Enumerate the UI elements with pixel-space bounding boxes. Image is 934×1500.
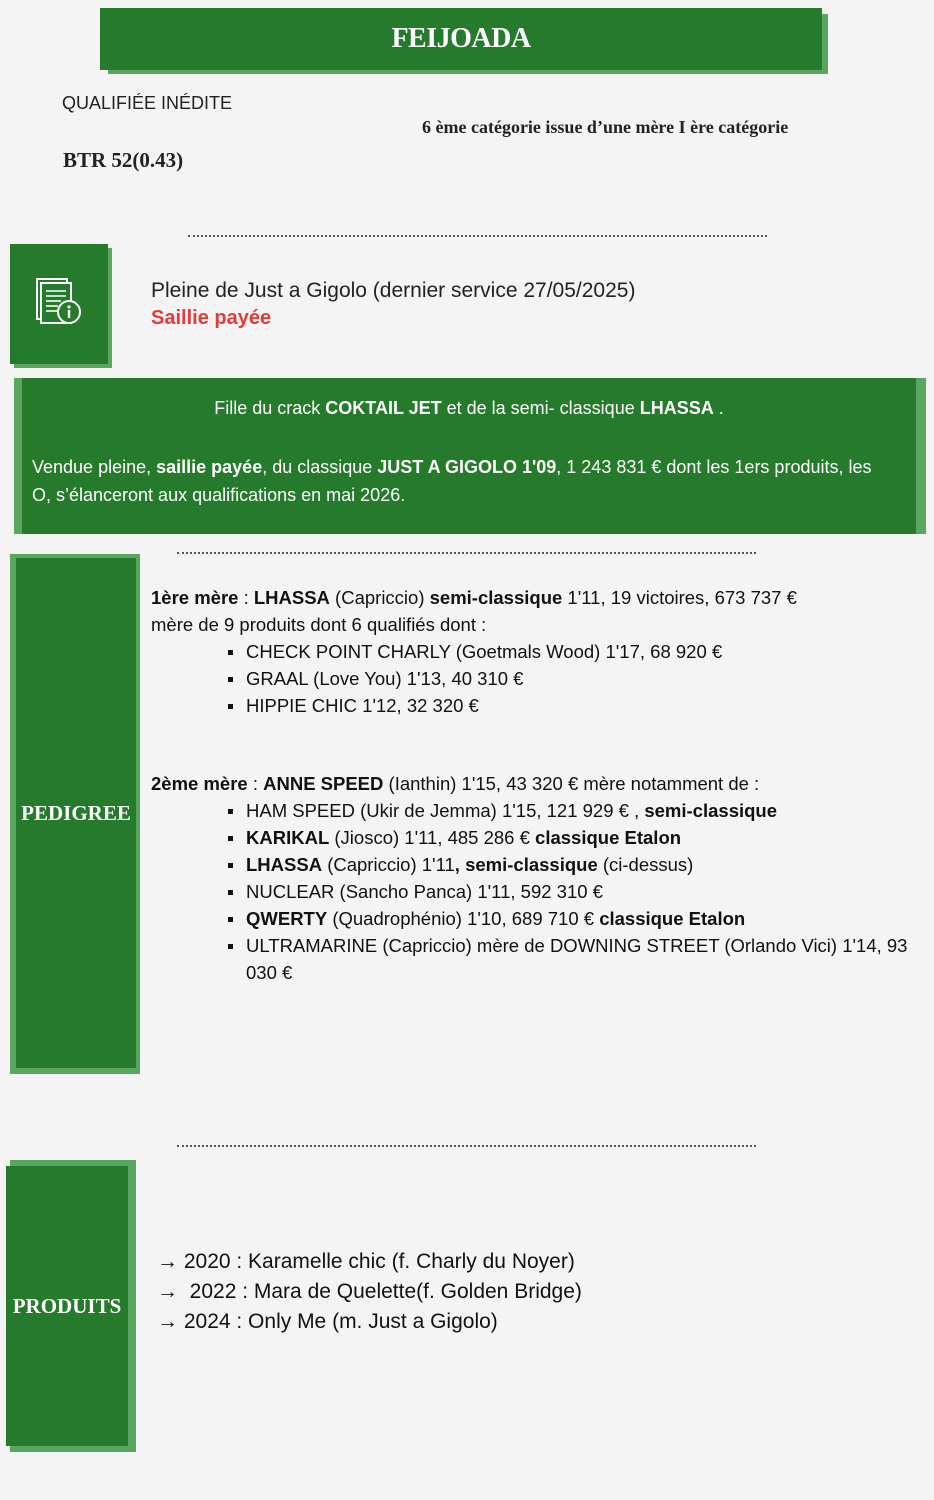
list-item: CHECK POINT CHARLY (Goetmals Wood) 1'17, 68 920 € (246, 638, 911, 665)
list-item: ULTRAMARINE (Capriccio) mère de DOWNING STREET (Orlando Vici) 1'14, 93 030 € (246, 932, 911, 986)
list-item: QWERTY (Quadrophénio) 1'10, 689 710 € classique Etalon (246, 905, 911, 932)
status-label: QUALIFIÉE INÉDITE (62, 93, 233, 113)
intro-line-1: Fille du crack COKTAIL JET et de la semi- classique LHASSA . (214, 398, 724, 418)
list-item: HIPPIE CHIC 1'12, 32 320 € (246, 692, 911, 719)
first-dam-list (151, 638, 911, 719)
first-dam-produce: mère de 9 produits dont 6 qualifiés dont : (151, 614, 487, 635)
divider (188, 235, 767, 237)
btr-label: BTR 52(0.43) (63, 148, 184, 172)
list-item: LHASSA (Capriccio) 1'11, semi-classique (ci-dessus) (246, 851, 911, 878)
list-item: → 2022 : Mara de Quelette(f. Golden Bridge) (157, 1280, 582, 1303)
intro-line-2: Vendue pleine, saillie payée, du classique JUST A GIGOLO 1'09, 1 243 831 € dont les 1ers produits, les O, s’élanceront aux qualifications en mai 2026. (32, 457, 872, 505)
info-box (10, 244, 108, 364)
pedigree-text (151, 584, 911, 986)
divider (177, 1145, 756, 1147)
list-item: NUCLEAR (Sancho Panca) 1'11, 592 310 € (246, 878, 911, 905)
document-info-icon (33, 276, 85, 333)
divider (177, 552, 756, 554)
pedigree-label: PEDIGREE (21, 800, 131, 825)
list-item: → 2020 : Karamelle chic (f. Charly du Noyer) (157, 1250, 575, 1273)
pedigree-box (16, 558, 136, 1068)
list-item: → 2024 : Only Me (m. Just a Gigolo) (157, 1310, 498, 1333)
list-item: KARIKAL (Jiosco) 1'11, 485 286 € classique Etalon (246, 824, 911, 851)
produits-list (157, 1247, 582, 1337)
saillie-status: Saillie payée (151, 307, 272, 329)
category-label: 6 ème catégorie issue d’une mère I ère catégorie (422, 117, 789, 137)
second-dam-list (151, 797, 911, 986)
title-banner (100, 8, 822, 70)
produits-label: PRODUITS (12, 1293, 122, 1318)
list-item: HAM SPEED (Ukir de Jemma) 1'15, 121 929 € , semi-classique (246, 797, 911, 824)
pleine-text: Pleine de Just a Gigolo (dernier service 27/05/2025) (151, 279, 636, 302)
first-dam-line: 1ère mère : LHASSA (Capriccio) semi-classique 1'11, 19 victoires, 673 737 € (151, 587, 797, 608)
page-title: FEIJOADA (391, 23, 531, 54)
second-dam-line: 2ème mère : ANNE SPEED (Ianthin) 1'15, 43 320 € mère notamment de : (151, 773, 760, 794)
intro-band (22, 378, 916, 534)
produits-box (6, 1166, 128, 1446)
list-item: GRAAL (Love You) 1'13, 40 310 € (246, 665, 911, 692)
